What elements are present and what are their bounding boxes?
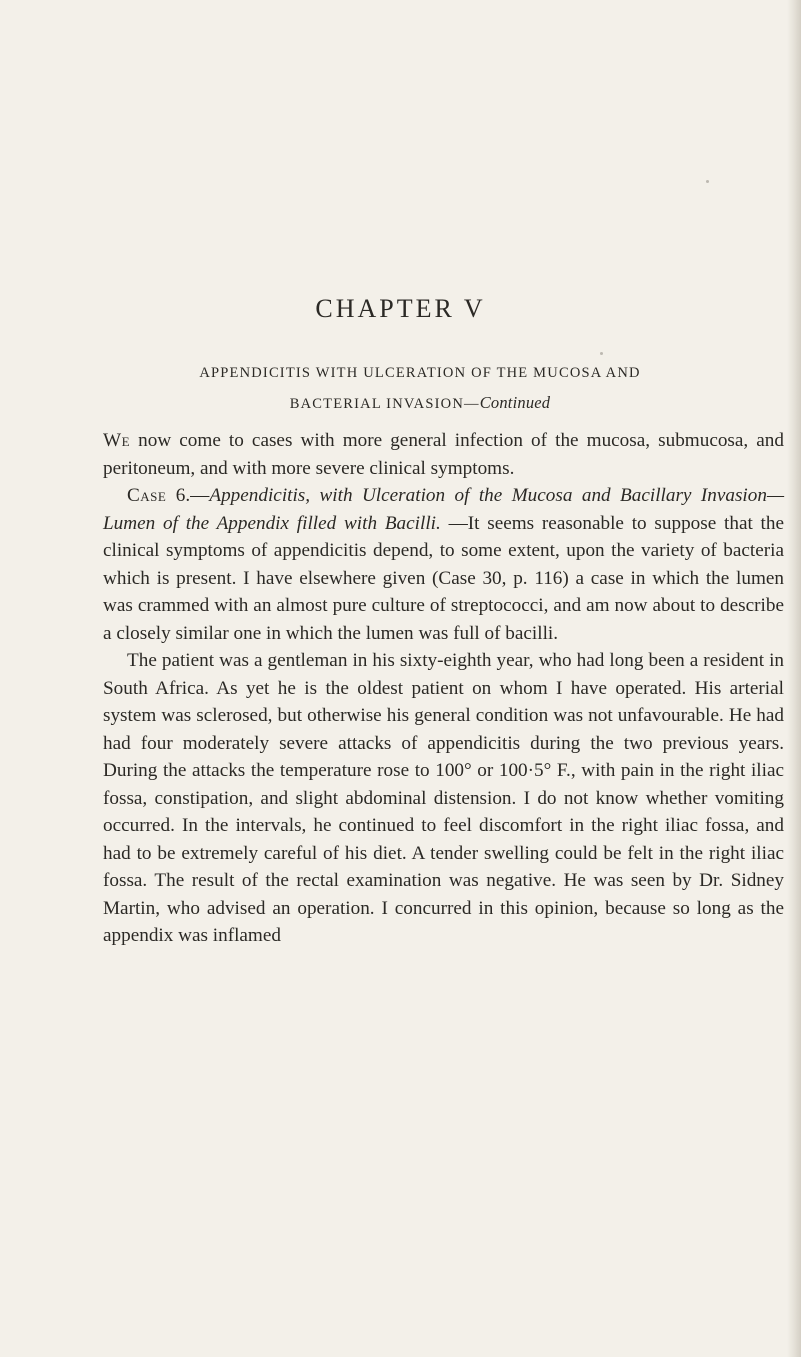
paragraph-lead-word: We — [103, 430, 131, 451]
paragraph-intro — [103, 427, 784, 482]
case-label: Case — [127, 485, 167, 506]
subtitle-line-1: APPENDICITIS WITH ULCERATION OF THE MUCOSA AND — [199, 365, 641, 381]
paragraph-patient: The patient was a gentleman in his sixty-eighth year, who had long been a resident in South Africa. As yet he is the oldest patient on whom I have operated. His arterial system was sclerosed, but otherwise his general condition was not unfavourable. He had had four moderately severe attacks of appendicitis during the two previous years. During the attacks the temperature rose to 100° or 100·5° F., with pain in the right iliac fossa, constipation, and slight abdominal distension. I do not know whether vomiting occurred. In the intervals, he continued to feel discomfort in the right iliac fossa, and had to be extremely careful of his diet. A tender swelling could be felt in the right iliac fossa. The result of the rectal examination was negative. He was seen by Dr. Sidney Martin, who advised an operation. I concurred in this opinion, because so long as the appendix was inflamed — [103, 650, 784, 946]
subtitle-dash: — — [464, 396, 480, 412]
case-text: —It seems reasonable to suppose that the clinical symptoms of appendicitis depend, to some extent, upon the variety of bacteria which is present. I have elsewhere given (Case 30, p. 116) a case in which the lumen was crammed with an almost pure culture of streptococci, and am now about to describe a closely similar one in which the lumen was full of bacilli. — [103, 512, 785, 644]
paper-speck — [706, 180, 709, 183]
chapter-title: CHAPTER V — [315, 294, 486, 323]
case-title: Appendicitis, with Ulceration of the Mucosa and Bacillary Invasion—Lumen of the Appendix filled with Bacilli. — [103, 485, 784, 534]
page-edge-shadow — [787, 0, 801, 1357]
paragraph-intro-text: now come to cases with more general infection of the mucosa, submucosa, and peritoneum, and with more severe clinical symptoms. — [103, 430, 784, 479]
subtitle-continued: Continued — [479, 393, 551, 412]
subtitle-bacterial-invasion: BACTERIAL INVASION — [289, 396, 464, 412]
chapter-subtitle — [160, 359, 680, 419]
subtitle-line-2 — [160, 388, 680, 419]
body-text — [103, 427, 784, 950]
paper-speck — [600, 352, 603, 355]
paragraph-case-6 — [103, 482, 784, 647]
case-number: 6.— — [166, 485, 210, 506]
